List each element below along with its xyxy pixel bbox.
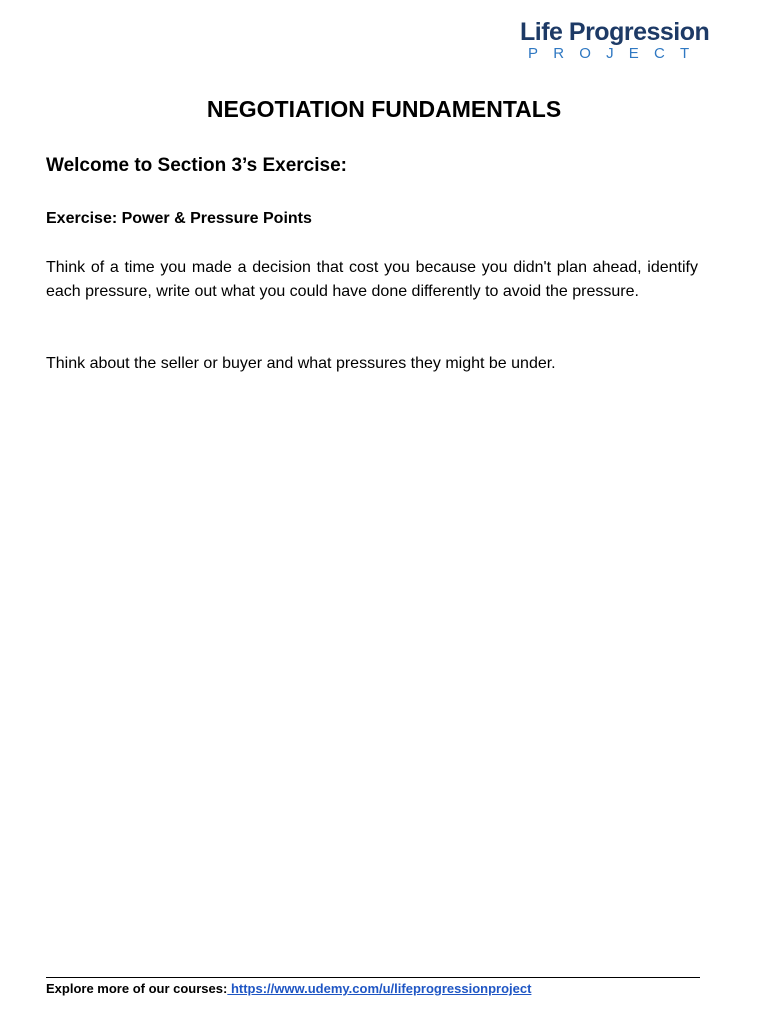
footer [46, 981, 531, 997]
logo-tagline: PROJECT [528, 45, 705, 62]
exercise-instructions: Think of a time you made a decision that cost you because you didn't plan ahead, identify each pressure, write out what you could have done differently to avoid the pressure. [46, 259, 698, 300]
exercise-subheading: Exercise: Power & Pressure Points [46, 210, 312, 227]
section-heading: Welcome to Section 3’s Exercise: [46, 155, 347, 176]
logo-wordmark: Life Progression [520, 18, 710, 46]
footer-label: Explore more of our courses: [46, 981, 228, 996]
brand-logo [520, 18, 726, 62]
footer-divider [46, 977, 700, 978]
exercise-prompt: Think about the seller or buyer and what pressures they might be under. [46, 355, 556, 372]
courses-link[interactable]: https://www.udemy.com/u/lifeprogressionproject [227, 981, 532, 996]
document-title: NEGOTIATION FUNDAMENTALS [206, 96, 562, 122]
